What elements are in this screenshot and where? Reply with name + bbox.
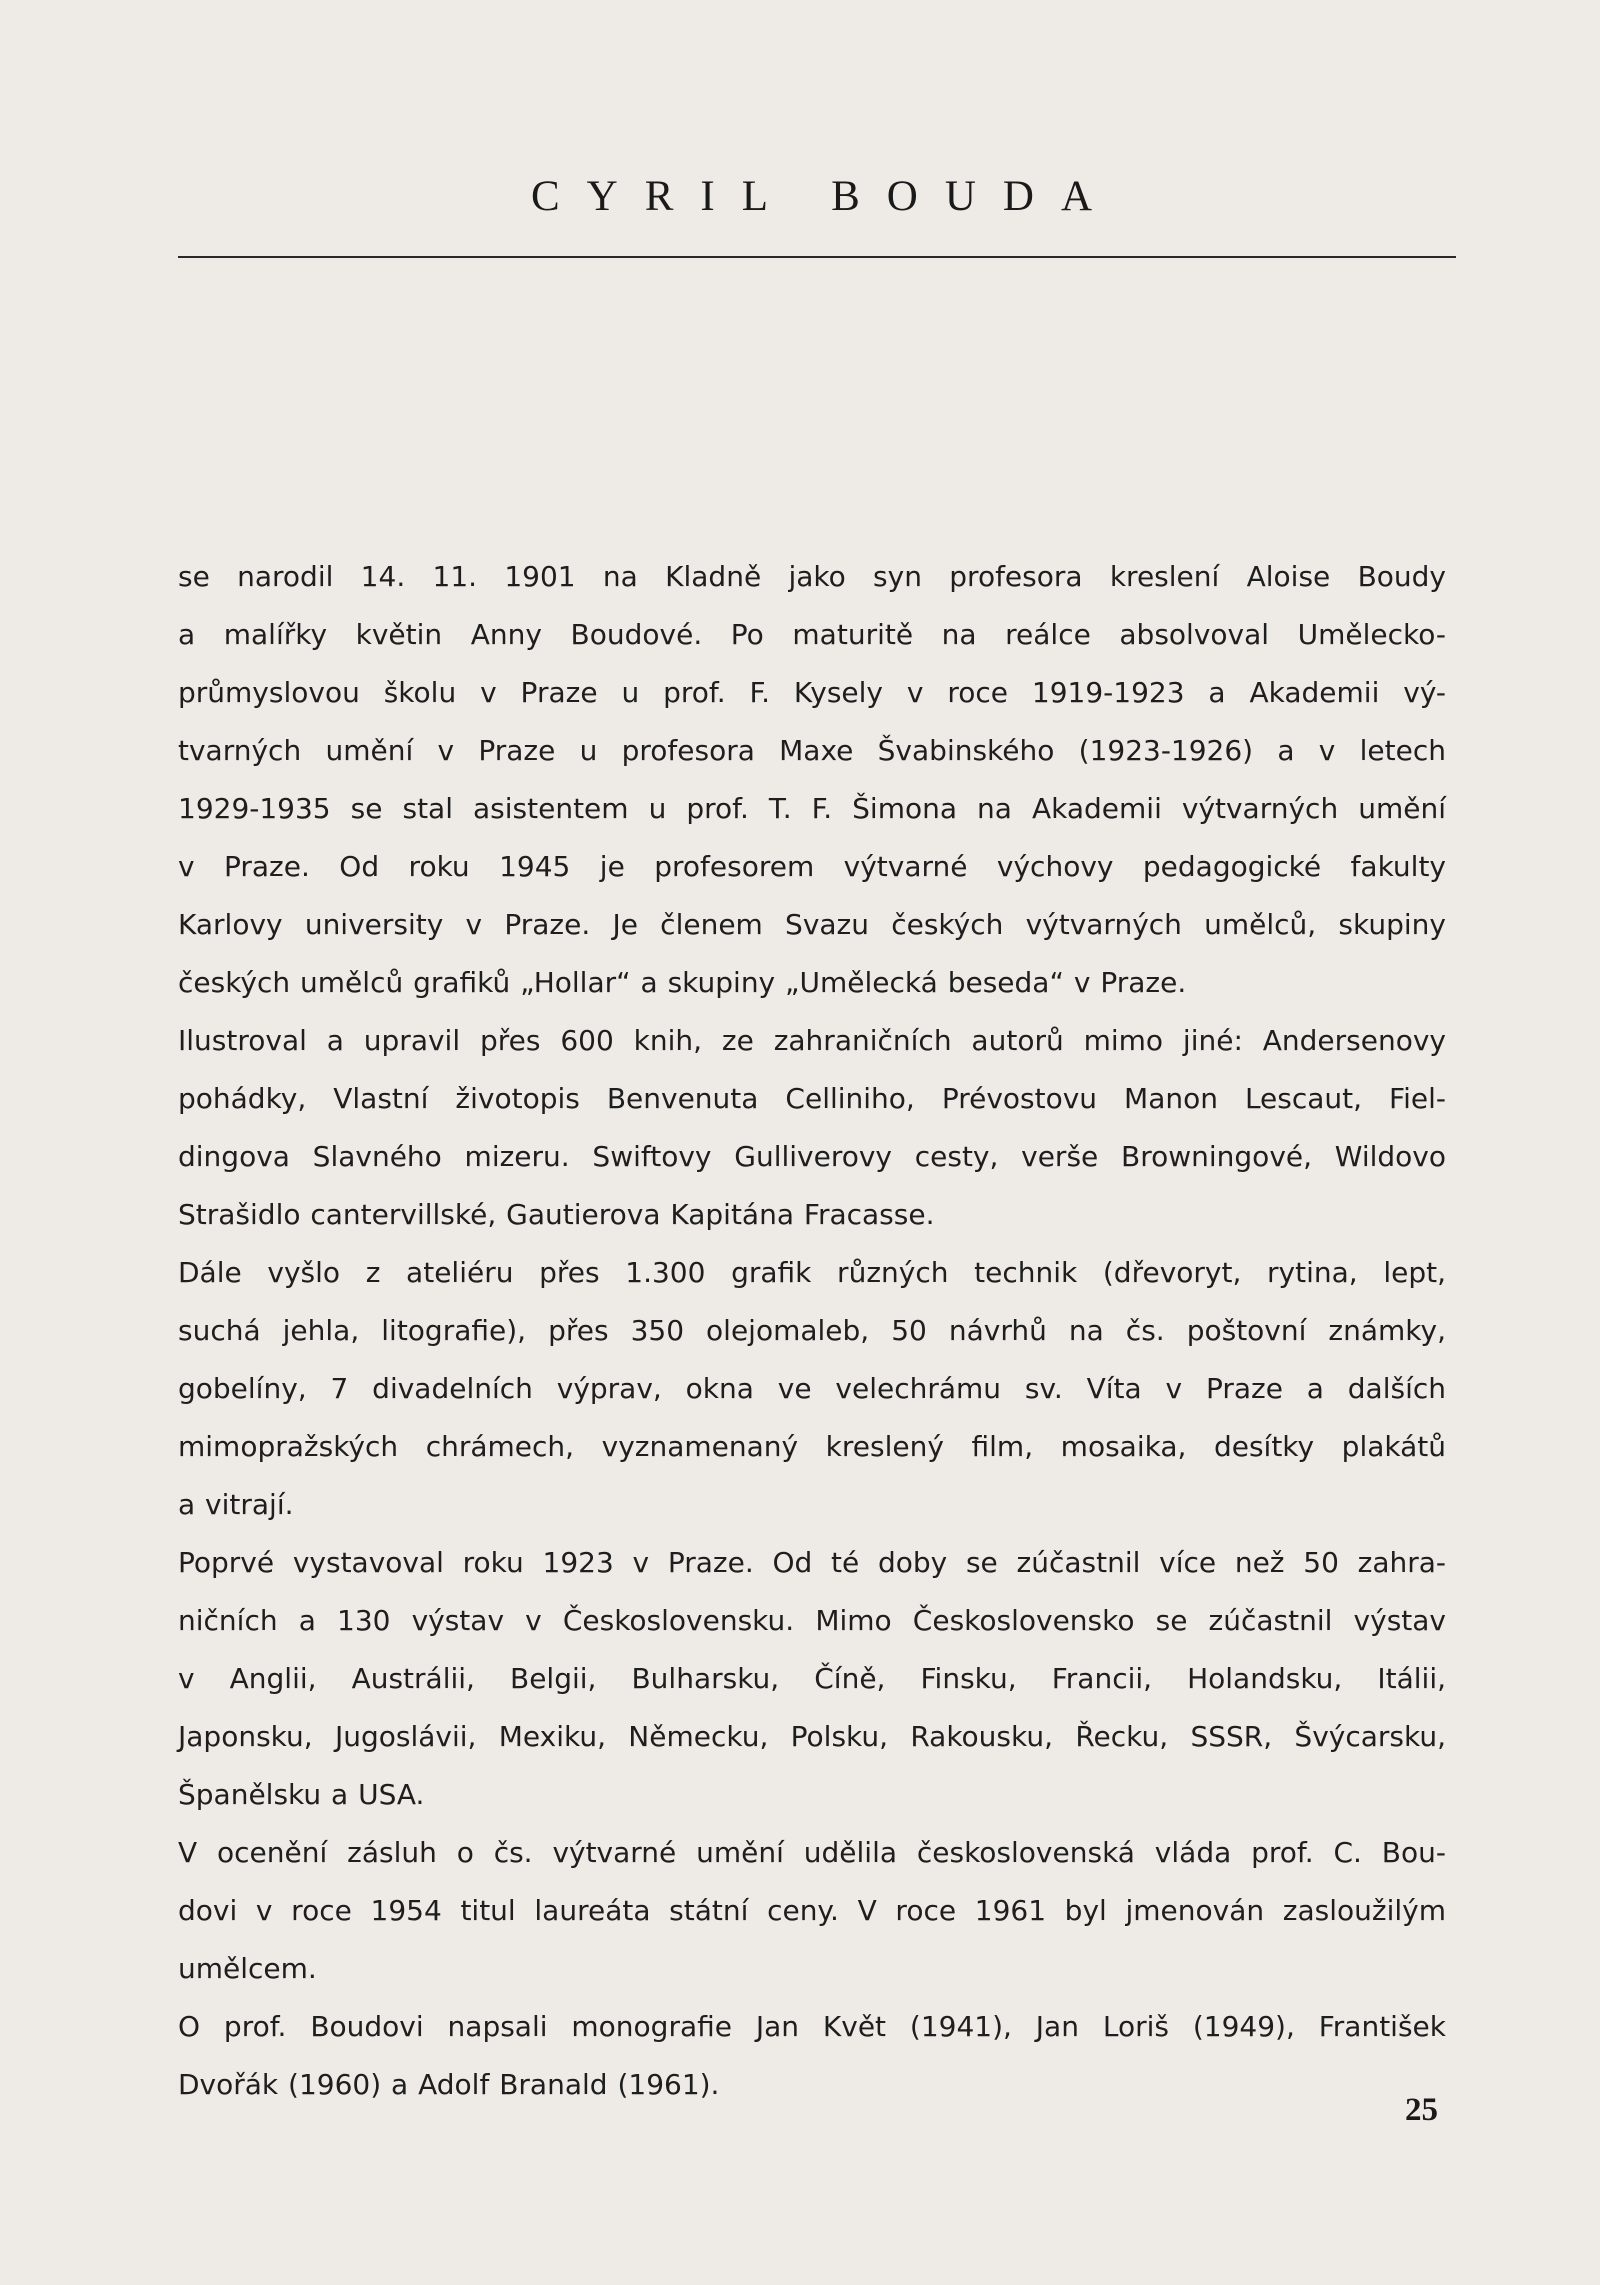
text-line: Španělsku a USA. xyxy=(178,1778,425,1811)
text-line: 1929-1935 se stal asistentem u prof. T. F. Šimona na Akademii výtvarných umění xyxy=(178,792,1446,825)
text-line: a malířky květin Anny Boudové. Po maturitě na reálce absolvoval Umělecko- xyxy=(178,618,1446,651)
paragraph-works xyxy=(178,1244,1446,1534)
text-line: pohádky, Vlastní životopis Benvenuta Celliniho, Prévostovu Manon Lescaut, Fiel- xyxy=(178,1082,1446,1115)
text-line: Dále vyšlo z ateliéru přes 1.300 grafik různých technik (dřevoryt, rytina, lept, xyxy=(178,1256,1446,1289)
text-line: Karlovy university v Praze. Je členem Svazu českých výtvarných umělců, skupiny xyxy=(178,908,1446,941)
page-number: 25 xyxy=(1405,2092,1438,2128)
text-line: se narodil 14. 11. 1901 na Kladně jako syn profesora kreslení Aloise Boudy xyxy=(178,560,1446,593)
text-line: tvarných umění v Praze u profesora Maxe Švabinského (1923-1926) a v letech xyxy=(178,734,1446,767)
text-line: ničních a 130 výstav v Československu. Mimo Československo se zúčastnil výstav xyxy=(178,1604,1446,1637)
paragraph-exhibitions xyxy=(178,1534,1446,1824)
paragraph-illustrations xyxy=(178,1012,1446,1244)
biography-text xyxy=(178,548,1446,2114)
text-line: a vitrají. xyxy=(178,1488,294,1521)
text-line: v Praze. Od roku 1945 je profesorem výtvarné výchovy pedagogické fakulty xyxy=(178,850,1446,883)
text-line: průmyslovou školu v Praze u prof. F. Kysely v roce 1919-1923 a Akademii vý- xyxy=(178,676,1446,709)
text-line: suchá jehla, litografie), přes 350 olejomaleb, 50 návrhů na čs. poštovní známky, xyxy=(178,1314,1446,1347)
text-line: V ocenění zásluh o čs. výtvarné umění udělila československá vláda prof. C. Bou- xyxy=(178,1836,1446,1869)
paragraph-awards xyxy=(178,1824,1446,1998)
text-line: umělcem. xyxy=(178,1952,317,1985)
text-line: gobelíny, 7 divadelních výprav, okna ve velechrámu sv. Víta v Praze a dalších xyxy=(178,1372,1446,1405)
text-line: v Anglii, Austrálii, Belgii, Bulharsku, Číně, Finsku, Francii, Holandsku, Itálii, xyxy=(178,1662,1446,1695)
text-line: Japonsku, Jugoslávii, Mexiku, Německu, Polsku, Rakousku, Řecku, SSSR, Švýcarsku, xyxy=(178,1720,1446,1753)
text-line: Poprvé vystavoval roku 1923 v Praze. Od té doby se zúčastnil více než 50 zahra- xyxy=(178,1546,1446,1579)
title-divider xyxy=(178,256,1456,258)
text-line: dovi v roce 1954 titul laureáta státní ceny. V roce 1961 byl jmenován zasloužilým xyxy=(178,1894,1446,1927)
text-line: Strašidlo cantervillské, Gautierova Kapitána Fracasse. xyxy=(178,1198,935,1231)
paragraph-monographs xyxy=(178,1998,1446,2114)
text-line: Dvořák (1960) a Adolf Branald (1961). xyxy=(178,2068,720,2101)
text-line: Ilustroval a upravil přes 600 knih, ze zahraničních autorů mimo jiné: Andersenovy xyxy=(178,1024,1446,1057)
text-line: dingova Slavného mizeru. Swiftovy Gulliverovy cesty, verše Browningové, Wildovo xyxy=(178,1140,1446,1173)
paragraph-early-life xyxy=(178,548,1446,1012)
text-line: českých umělců grafiků „Hollar“ a skupiny „Umělecká beseda“ v Praze. xyxy=(178,966,1187,999)
text-line: O prof. Boudovi napsali monografie Jan Květ (1941), Jan Loriš (1949), František xyxy=(178,2010,1446,2043)
page-title: CYRIL BOUDA xyxy=(530,173,1120,220)
text-line: mimopražských chrámech, vyznamenaný kreslený film, mosaika, desítky plakátů xyxy=(178,1430,1446,1463)
